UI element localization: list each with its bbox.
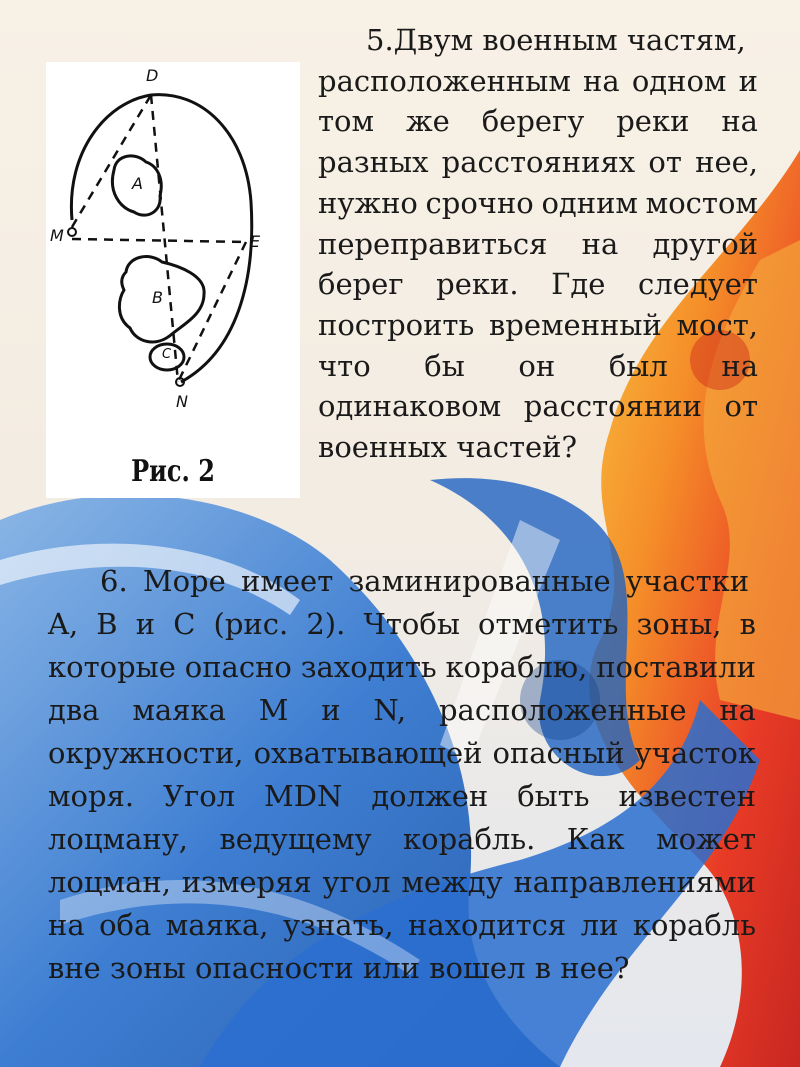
label-E: E bbox=[250, 232, 261, 251]
task-5-line: военных частей? bbox=[318, 430, 578, 465]
word: отметить bbox=[478, 607, 619, 641]
figure-card bbox=[46, 62, 300, 498]
word: на bbox=[719, 693, 756, 727]
task-6-line bbox=[48, 904, 756, 947]
word: одним bbox=[541, 185, 638, 220]
word: MDN bbox=[264, 779, 343, 813]
word: Угол bbox=[163, 779, 236, 813]
task-5-line bbox=[318, 101, 758, 142]
word: маяка bbox=[132, 693, 226, 727]
word: берег bbox=[318, 267, 404, 302]
word: угол bbox=[322, 865, 391, 899]
word: кораблю, bbox=[445, 650, 588, 684]
label-C: C bbox=[162, 347, 172, 362]
word: построить bbox=[318, 307, 475, 342]
line-EN bbox=[178, 242, 246, 382]
word: на bbox=[583, 63, 620, 98]
task-6-line: вне зоны опасности или вошел в нее? bbox=[48, 951, 630, 985]
word: одном bbox=[631, 63, 727, 98]
circle-diagram bbox=[46, 62, 300, 498]
word: должен bbox=[371, 779, 489, 813]
word: окружности, bbox=[48, 736, 244, 770]
word: опасный bbox=[492, 736, 625, 770]
word: оба bbox=[99, 908, 152, 942]
word: лоцману, bbox=[48, 822, 188, 856]
word: и bbox=[738, 63, 758, 98]
word: охватывающей bbox=[253, 736, 483, 770]
word: узнать, bbox=[282, 908, 394, 942]
word: лоцман, bbox=[48, 865, 171, 899]
word: M bbox=[258, 693, 289, 727]
word: расстояниях bbox=[441, 145, 636, 180]
word: был bbox=[608, 348, 668, 383]
task-5-line bbox=[318, 386, 758, 427]
task-5-line bbox=[318, 142, 758, 183]
label-D: D bbox=[146, 66, 159, 85]
task-6-line bbox=[48, 689, 756, 732]
word: нее, bbox=[695, 145, 758, 180]
task-5-text bbox=[318, 20, 758, 468]
task-5-line bbox=[318, 183, 758, 224]
word: бы bbox=[424, 348, 465, 383]
word: том bbox=[318, 104, 375, 139]
word: направлениями bbox=[513, 865, 756, 899]
task-5-line bbox=[318, 305, 758, 346]
word: поставили bbox=[596, 650, 756, 684]
word: заходить bbox=[300, 650, 437, 684]
word: (рис. bbox=[213, 607, 289, 641]
word: измеряя bbox=[181, 865, 312, 899]
word: находится bbox=[408, 908, 567, 942]
task-6-line bbox=[48, 732, 756, 775]
word: два bbox=[48, 693, 100, 727]
word: разных bbox=[318, 145, 429, 180]
word: переправиться bbox=[318, 226, 548, 261]
word: на bbox=[721, 348, 758, 383]
word: A, bbox=[48, 607, 79, 641]
task-6-text bbox=[48, 560, 756, 990]
word: опасно bbox=[184, 650, 292, 684]
word: одинаковом bbox=[318, 389, 502, 424]
word: C bbox=[173, 607, 196, 641]
word: что bbox=[318, 348, 371, 383]
task-5-line bbox=[318, 346, 758, 387]
word: на bbox=[48, 908, 85, 942]
word: расположенные bbox=[438, 693, 687, 727]
word: расстоянии bbox=[523, 389, 702, 424]
word: временный bbox=[488, 307, 662, 342]
word: Как bbox=[566, 822, 625, 856]
word: берегу bbox=[481, 104, 585, 139]
task-6-line bbox=[48, 603, 756, 646]
word: ли bbox=[580, 908, 619, 942]
word: мост, bbox=[676, 307, 758, 342]
task-6-line bbox=[48, 646, 756, 689]
word: другой bbox=[652, 226, 758, 261]
word: он bbox=[518, 348, 556, 383]
label-N: N bbox=[176, 392, 188, 411]
word: моря. bbox=[48, 779, 135, 813]
figure-caption: Рис. 2 bbox=[131, 454, 215, 489]
word: реки. bbox=[436, 267, 519, 302]
word: расположенным bbox=[318, 63, 571, 98]
word: Где bbox=[551, 267, 606, 302]
word: которые bbox=[48, 650, 176, 684]
label-A: A bbox=[132, 174, 143, 193]
word: корабль bbox=[632, 908, 756, 942]
word: на bbox=[721, 104, 758, 139]
word: B bbox=[96, 607, 118, 641]
word: от bbox=[648, 145, 682, 180]
word: срочно bbox=[425, 185, 534, 220]
word: реки bbox=[616, 104, 690, 139]
word: между bbox=[401, 865, 503, 899]
word: и bbox=[321, 693, 341, 727]
word: маяка, bbox=[165, 908, 269, 942]
word: 2). bbox=[306, 607, 346, 641]
label-B: B bbox=[152, 288, 163, 307]
word: ведущему bbox=[219, 822, 372, 856]
word: от bbox=[724, 389, 758, 424]
task-5-line bbox=[318, 224, 758, 265]
task-5-line bbox=[318, 61, 758, 102]
task-6-line: 6. Море имеет заминированные участки bbox=[100, 564, 750, 598]
word: Чтобы bbox=[363, 607, 460, 641]
task-5-line bbox=[318, 264, 758, 305]
task-5-line: 5.Двум военным частям, bbox=[366, 23, 746, 57]
word: известен bbox=[618, 779, 756, 813]
word: мостом bbox=[645, 185, 758, 220]
task-6-line bbox=[48, 818, 756, 861]
word: быть bbox=[517, 779, 590, 813]
word: нужно bbox=[318, 185, 418, 220]
label-M: M bbox=[50, 226, 64, 245]
word: участок bbox=[634, 736, 756, 770]
word: N, bbox=[373, 693, 407, 727]
word: на bbox=[581, 226, 619, 261]
word: же bbox=[405, 104, 450, 139]
word: корабль. bbox=[403, 822, 536, 856]
word: зоны, bbox=[636, 607, 722, 641]
line-ME bbox=[72, 239, 246, 242]
word: может bbox=[656, 822, 756, 856]
task-6-line bbox=[48, 775, 756, 818]
word: в bbox=[739, 607, 756, 641]
word: следует bbox=[638, 267, 758, 302]
word: и bbox=[135, 607, 156, 641]
task-6-line bbox=[48, 861, 756, 904]
